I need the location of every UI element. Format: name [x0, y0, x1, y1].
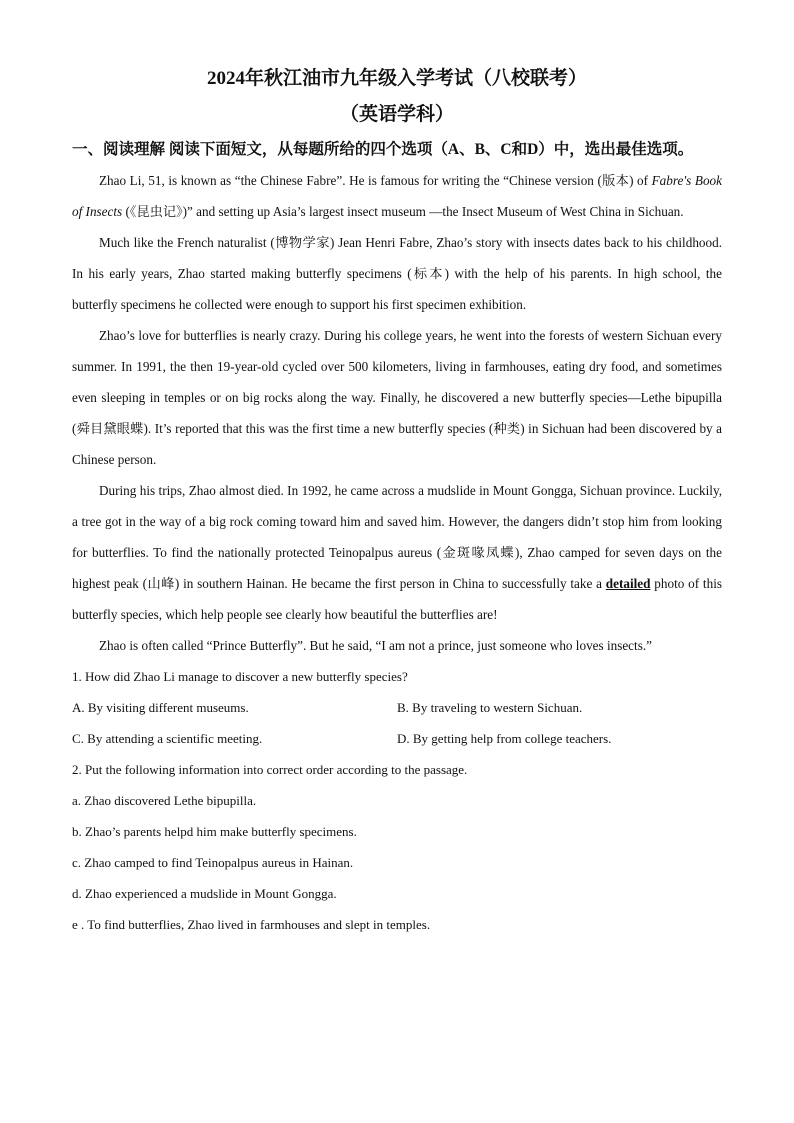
- question-2-item-e: e . To find butterflies, Zhao lived in farmhouses and slept in temples.: [72, 917, 431, 932]
- p1-text-c: (《昆虫记》)” and setting up Asia’s largest insect museum —the Insect Museum of West China in Sichuan.: [122, 204, 684, 219]
- underlined-word: detailed: [605, 576, 651, 591]
- option-a: A. By visiting different museums.: [72, 700, 249, 715]
- question-2-item-d: d. Zhao experienced a mudslide in Mount Gongga.: [72, 886, 337, 901]
- exam-subject: （英语学科）: [339, 104, 454, 125]
- option-d: D. By getting help from college teachers.: [397, 731, 612, 746]
- passage-paragraph-1: [72, 165, 722, 227]
- option-b: B. By traveling to western Sichuan.: [397, 700, 583, 715]
- p4-text-c: photo of this butterfly species, which help people see clearly how beautiful the butterflies are!: [72, 576, 722, 622]
- passage-paragraph-3: Zhao’s love for butterflies is nearly crazy. During his college years, he went into the forests of western Sichuan every summer. In 1991, the then 19-year-old cycled over 500 kilometers, living in farmhouses, eating dry food, and sometimes even sleeping in temples or on big rocks along the way. Finally, he discovered a new butterfly species—Lethe bipupilla (舜目黛眼蝶). It’s reported that this was the first time a new butterfly species (种类) in Sichuan had been discovered by a Chinese person.: [72, 328, 722, 467]
- section-heading: 一、阅读理解 阅读下面短文，从每题所给的四个选项（A、B、C和D）中，选出最佳选项。: [72, 141, 694, 158]
- passage-paragraph-5: Zhao is often called “Prince Butterfly”. But he said, “I am not a prince, just someone who loves insects.”: [99, 638, 652, 653]
- question-2-item-c: c. Zhao camped to find Teinopalpus aureus in Hainan.: [72, 855, 354, 870]
- p1-text-a: Zhao Li, 51, is known as “the Chinese Fabre”. He is famous for writing the “Chinese version (版本) of: [99, 173, 652, 188]
- document-page: [72, 64, 722, 940]
- passage-paragraph-4: [72, 475, 722, 630]
- p4-text-a: During his trips, Zhao almost died. In 1992, he came across a mudslide in Mount Gongga, Sichuan province. Luckily, a tree got in the way of a big rock coming toward him and saved him. However, the dangers didn’t stop him from looking for butterflies. To find the nationally protected Teinopalpus aureus (金斑喙凤蝶), Zhao camped for seven days on the highest peak (山峰) in southern Hainan. He became the first person in China to successfully take a: [72, 483, 722, 591]
- exam-title: 2024年秋江油市九年级入学考试（八校联考）: [206, 68, 587, 89]
- question-2-item-a: a. Zhao discovered Lethe bipupilla.: [72, 793, 257, 808]
- question-1-options-row-2: [72, 723, 722, 754]
- question-1-options-row-1: [72, 692, 722, 723]
- question-2-stem: 2. Put the following information into correct order according to the passage.: [72, 762, 468, 777]
- passage-paragraph-2: Much like the French naturalist (博物学家) Jean Henri Fabre, Zhao’s story with insects dates back to his childhood. In his early years, Zhao started making butterfly specimens (标本) with the help of his parents. In high school, the butterfly specimens he collected were enough to support his first specimen exhibition.: [72, 235, 722, 312]
- book-title: Fabre's Book of Insects: [72, 173, 722, 219]
- option-c: C. By attending a scientific meeting.: [72, 731, 263, 746]
- question-2-item-b: b. Zhao’s parents helpd him make butterfly specimens.: [72, 824, 357, 839]
- question-1-stem: 1. How did Zhao Li manage to discover a new butterfly species?: [72, 669, 408, 684]
